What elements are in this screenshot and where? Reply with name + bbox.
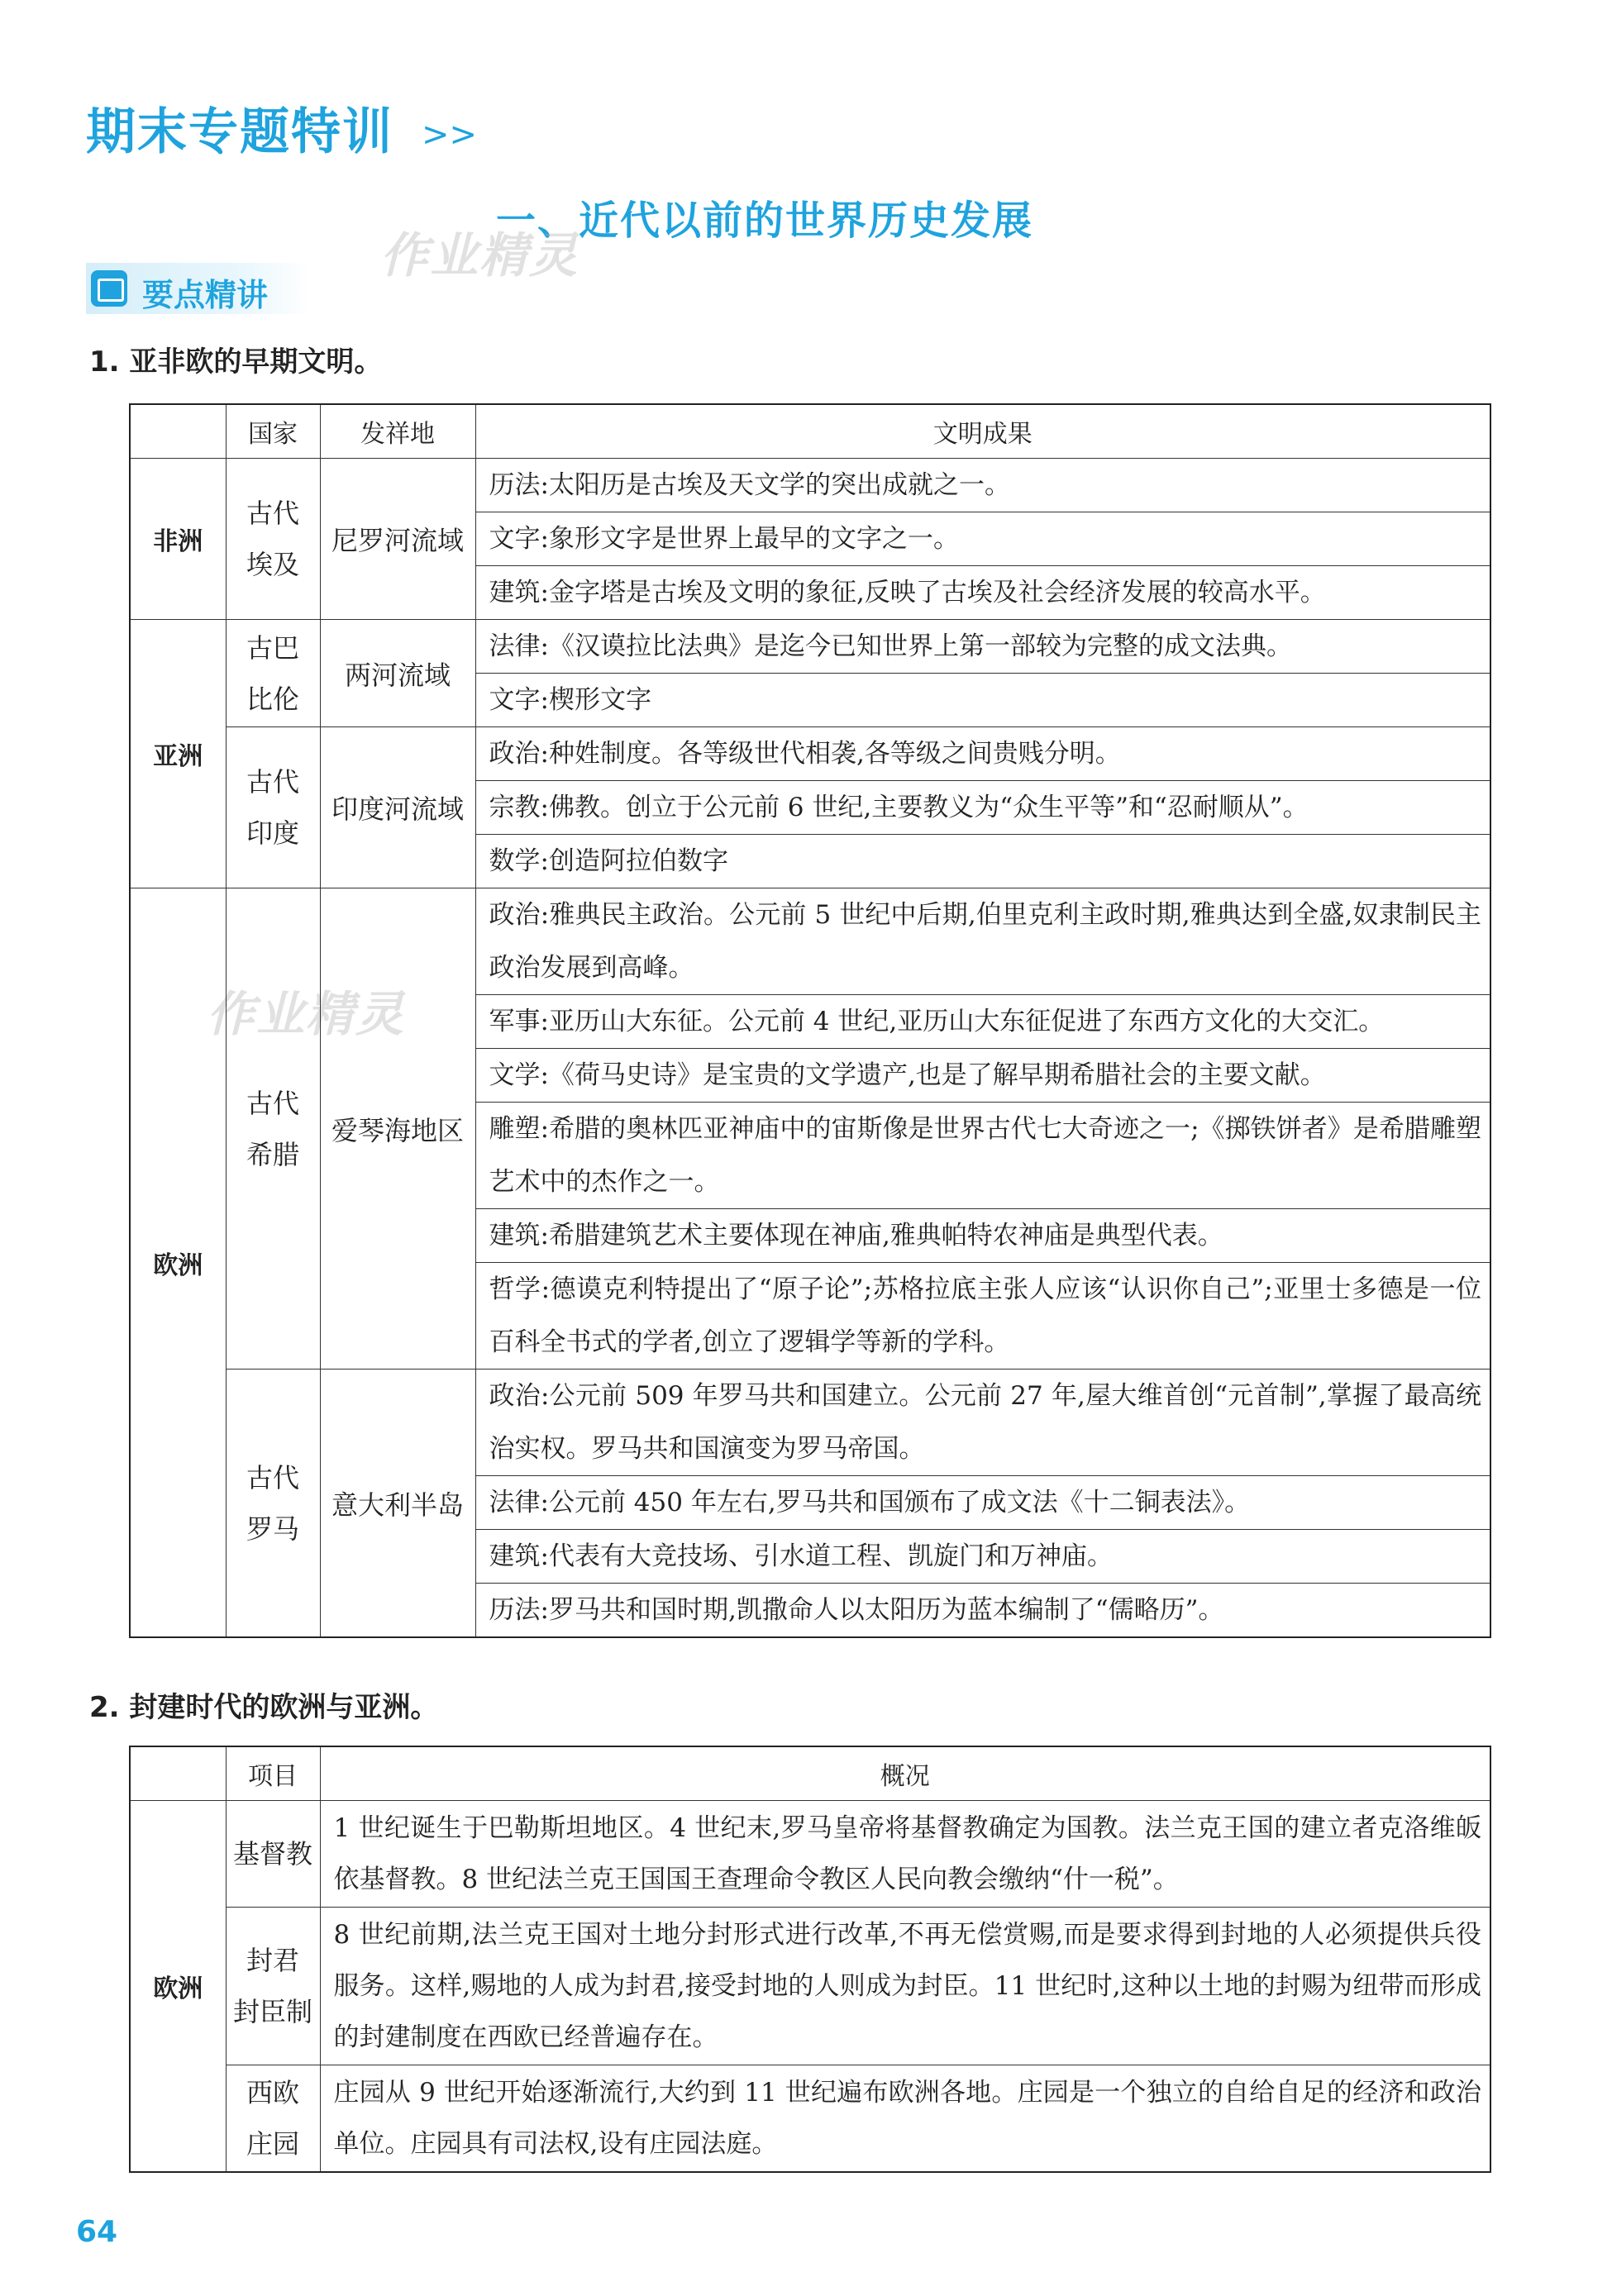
description-cell: 8 世纪前期,法兰克王国对土地分封形式进行改革,不再无偿赏赐,而是要求得到封地的人必须提供兵役服务。这样,赐地的人成为封君,接受封地的人则成为封臣。11 世纪时,这种以土地的封赐为纽带而形成的封建制度在西欧已经普遍存在。 — [320, 1908, 1490, 2065]
item-line: 庄园 — [246, 2128, 299, 2160]
header-cell: 文明成果 — [475, 404, 1490, 459]
origin-indus: 印度河流域 — [320, 727, 475, 888]
country-greece — [226, 888, 320, 1370]
achievement-cell: 历法:太阳历是古埃及天文学的突出成就之一。 — [475, 459, 1490, 512]
table-row — [130, 888, 1490, 995]
country-india — [226, 727, 320, 888]
country-line: 古巴 — [246, 631, 299, 664]
country-line: 古代 — [246, 498, 299, 529]
table-row — [130, 727, 1490, 781]
country-rome — [226, 1370, 320, 1638]
header-cell — [130, 1746, 226, 1801]
header-cell: 国家 — [226, 404, 320, 459]
header-cell: 发祥地 — [320, 404, 475, 459]
feudal-era-table — [129, 1746, 1491, 2173]
origin-mesopotamia: 两河流域 — [320, 620, 475, 727]
region-africa: 非洲 — [130, 459, 226, 620]
table-row — [130, 1908, 1490, 2065]
achievement-cell: 建筑:希腊建筑艺术主要体现在神庙,雅典帕特农神庙是典型代表。 — [475, 1209, 1490, 1263]
book-icon — [91, 270, 127, 307]
question-1-title: 1. 亚非欧的早期文明。 — [89, 345, 383, 379]
country-line: 埃及 — [246, 549, 299, 580]
table-row — [130, 459, 1490, 512]
header-cell: 概况 — [320, 1746, 1490, 1801]
region-europe: 欧洲 — [130, 1801, 226, 2173]
achievement-cell: 宗教:佛教。创立于公元前 6 世纪,主要教义为“众生平等”和“忍耐顺从”。 — [475, 781, 1490, 835]
country-line: 古代 — [246, 1461, 299, 1493]
item-line: 西欧 — [246, 2077, 299, 2108]
achievement-cell: 建筑:代表有大竞技场、引水道工程、凯旋门和万神庙。 — [475, 1530, 1490, 1584]
achievement-cell: 文字:象形文字是世界上最早的文字之一。 — [475, 512, 1490, 566]
country-line: 比伦 — [246, 683, 299, 715]
achievement-cell: 建筑:金字塔是古埃及文明的象征,反映了古埃及社会经济发展的较高水平。 — [475, 566, 1490, 620]
achievement-cell: 文字:楔形文字 — [475, 674, 1490, 727]
table-row — [130, 2065, 1490, 2173]
header-cell — [130, 404, 226, 459]
page-header-title: 期末专题特训 — [86, 103, 393, 161]
item-line: 基督教 — [232, 1838, 312, 1870]
achievement-cell: 哲学:德谟克利特提出了“原子论”;苏格拉底主张人应该“认识你自己”;亚里士多德是一位百科全书式的学者,创立了逻辑学等新的学科。 — [475, 1263, 1490, 1370]
achievement-cell: 军事:亚历山大东征。公元前 4 世纪,亚历山大东征促进了东西方文化的大交汇。 — [475, 995, 1490, 1049]
table-header-row — [130, 404, 1490, 459]
key-points-banner — [86, 263, 309, 314]
region-europe: 欧洲 — [130, 888, 226, 1638]
country-line: 印度 — [246, 817, 299, 849]
item-line: 封臣制 — [232, 1996, 312, 2027]
header-cell: 项目 — [226, 1746, 320, 1801]
origin-nile: 尼罗河流域 — [320, 459, 475, 620]
achievement-cell: 数学:创造阿拉伯数字 — [475, 835, 1490, 888]
achievement-cell: 政治:公元前 509 年罗马共和国建立。公元前 27 年,屋大维首创“元首制”,掌握了最高统治实权。罗马共和国演变为罗马帝国。 — [475, 1370, 1490, 1476]
item-christianity — [226, 1801, 320, 1908]
table-row — [130, 1801, 1490, 1908]
description-cell: 庄园从 9 世纪开始逐渐流行,大约到 11 世纪遍布欧洲各地。庄园是一个独立的自给自足的经济和政治单位。庄园具有司法权,设有庄园法庭。 — [320, 2065, 1490, 2173]
achievement-cell: 历法:罗马共和国时期,凯撒命人以太阳历为蓝本编制了“儒略历”。 — [475, 1584, 1490, 1638]
achievement-cell: 政治:雅典民主政治。公元前 5 世纪中后期,伯里克利主政时期,雅典达到全盛,奴隶制民主政治发展到高峰。 — [475, 888, 1490, 995]
item-manor — [226, 2065, 320, 2173]
origin-italy: 意大利半岛 — [320, 1370, 475, 1638]
achievement-cell: 文学:《荷马史诗》是宝贵的文学遗产,也是了解早期希腊社会的主要文献。 — [475, 1049, 1490, 1103]
double-chevron-icon: >> — [422, 116, 478, 154]
region-asia: 亚洲 — [130, 620, 226, 888]
achievement-cell: 法律:公元前 450 年左右,罗马共和国颁布了成文法《十二铜表法》。 — [475, 1476, 1490, 1530]
achievement-cell: 法律:《汉谟拉比法典》是迄今已知世界上第一部较为完整的成文法典。 — [475, 620, 1490, 674]
description-cell: 1 世纪诞生于巴勒斯坦地区。4 世纪末,罗马皇帝将基督教确定为国教。法兰克王国的建立者克洛维皈依基督教。8 世纪法兰克王国国王查理命令教区人民向教会缴纳“什一税”。 — [320, 1801, 1490, 1908]
table-header-row — [130, 1746, 1490, 1801]
country-babylon — [226, 620, 320, 727]
country-egypt — [226, 459, 320, 620]
question-2-title: 2. 封建时代的欧洲与亚洲。 — [89, 1691, 439, 1724]
watermark: 作业精灵 — [380, 227, 579, 283]
table-row — [130, 1370, 1490, 1476]
country-line: 古代 — [246, 1087, 299, 1119]
origin-aegean: 爱琴海地区 — [320, 888, 475, 1370]
watermark: 作业精灵 — [207, 986, 406, 1042]
achievement-cell: 政治:种姓制度。各等级世代相袭,各等级之间贵贱分明。 — [475, 727, 1490, 781]
section-title: 一、近代以前的世界历史发展 — [496, 198, 1034, 244]
page-number: 64 — [76, 2215, 118, 2249]
key-points-label: 要点精讲 — [142, 277, 269, 313]
country-line: 罗马 — [246, 1512, 299, 1545]
item-feudal-system — [226, 1908, 320, 2065]
item-line: 封君 — [246, 1945, 299, 1976]
table-row — [130, 620, 1490, 674]
achievement-cell: 雕塑:希腊的奥林匹亚神庙中的宙斯像是世界古代七大奇迹之一;《掷铁饼者》是希腊雕塑艺术中的杰作之一。 — [475, 1103, 1490, 1209]
early-civilizations-table — [129, 403, 1491, 1638]
country-line: 希腊 — [246, 1138, 299, 1170]
country-line: 古代 — [246, 766, 299, 798]
